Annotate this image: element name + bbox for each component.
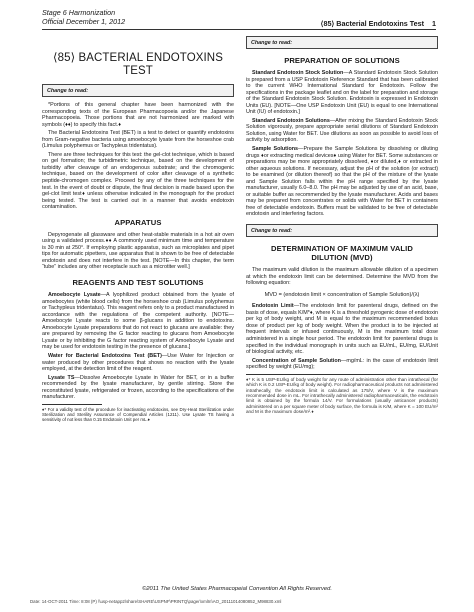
- intro-paragraph: There are three techniques for this test: the gel-clot technique, which is based on gel formation; the turbidimetric technique, based on the development of turbidity after cleavage of an endogenous substrate; and the chromogenic technique, based on the development of color after cleavage of a synthetic peptide-chromogen complex. Proceed by any of the three techniques for the test. In the event of doubt or dispute, the final decision is made based upon the gel-clot limit test♦ unless otherwise indicated in the monograph for the product being tested. The test is carried out in a manner that avoids endotoxin contamination.: [42, 151, 234, 211]
- term-heading: Standard Endotoxin Stock Solution: [252, 70, 344, 76]
- footnote: ♦* For a validity test of the procedure for inactivating endotoxins, see Dry-Heat Sterilization under Sterilization and Sterility Assurance of Compendial Articles ⟨1211⟩. Use Lysate TS having a sensitivity of not less than 0.15 Endotoxin Unit per mL.♦: [42, 406, 234, 423]
- amoebocyte-paragraph: Amoebocyte Lysate—A lyophilized product obtained from the lysate of amoebocytes (white blood cells) from the horseshoe crab (Limulus polyphemus or Tachypleus tridentatus). This reagent refers only to a product manufactured in accordance with the regulations of the competent authority. [NOTE—Amoebocyte Lysate reacts to some β-glucans in addition to endotoxins. Amoebocyte Lysate preparations that do not react to glucans are available: they are prepared by removing the G factor reacting to glucans from Amoebocyte Lysate or by inhibiting the G factor reacting system of Amoebocyte Lysate and may be used for endotoxin testing in the presence of glucans.]: [42, 292, 234, 351]
- section-heading-apparatus: APPARATUS: [114, 217, 162, 227]
- term-heading: Amoebocyte Lysate: [48, 292, 101, 299]
- running-header-left: [42, 8, 125, 26]
- right-column: [246, 36, 438, 417]
- footnote-rule: [42, 404, 102, 405]
- running-header-right: [321, 19, 436, 28]
- change-to-read-box: Change to read:: [246, 224, 438, 237]
- endotoxin-limit-paragraph: Endotoxin Limit—The endotoxin limit for parenteral drugs, defined on the basis of dose, equals K/M*♦, where K is a threshold pyrogenic dose of endotoxin per kg of body weight, and M is equal to the maximum recommended bolus dose of product per kg of body weight. When the product is to be injected at frequent intervals or infused continuously, M is the maximum total dose administered in a single hour period. The endotoxin limit for parenteral drugs is specified in the individual monograph in units such as EU/mL, EU/mg, EU/Unit of biological activity, etc.: [246, 303, 438, 356]
- copyright-footer: ©2011 The United States Pharmacopeial Convention All Rights Reserved.: [142, 586, 332, 592]
- term-heading: Sample Solutions: [252, 146, 299, 153]
- k-footnote: ♦* K is 5 USP-EU/kg of body weight for any route of administration other than intrathecal (for which K is 0.2 USP-EU/kg of body weight). For radiopharmaceutical products not administered intrathecally, the endotoxin limit is calculated as 175/V, where V is the maximum recommended dose in mL. For intrathecally administered radiopharmaceuticals, the endotoxin limit is obtained by the formula 14/V. For formulations (usually anticancer products) administered on a per square meter of body surface, the formula is K/M, where K = 100 EU/m² and M is the maximum dose/m².♦: [246, 374, 438, 415]
- sample-paragraph: Sample Solutions—Prepare the Sample Solutions by dissolving or diluting drugs ♦or extracting medical devices♦ using Water for BET. Some substances or preparations may be more appropriately dissolved, ♦or diluted,♦ or extracted in other aqueous solutions. If necessary, adjust the pH of the solution (or extract) to be examined (or dilution thereof) so that the pH of the mixture of the lysate and Sample Solution falls within the pH range specified by the lysate manufacturer, usually 6.0–8.0. The pH may be adjusted by use of an acid, base, or suitable buffer as recommended by the lysate manufacturer. Acids and bases may be prepared from concentrates or solids with Water for BET in containers free of detectable endotoxin. Buffers must be validated to be free of detectable endotoxin and interfering factors.: [246, 146, 438, 218]
- change-to-read-box: Change to read:: [246, 36, 438, 49]
- chapter-title: ⟨85⟩ Bacterial Endotoxins Test: [320, 19, 424, 28]
- intro-paragraph: The Bacterial Endotoxins Test (BET) is a test to detect or quantify endotoxins from Gram-negative bacteria using amoebocyte lysate from the horseshoe crab (Limulus polyphemus or Tachypleus tridentatus).: [42, 130, 234, 150]
- intro-paragraph: *Portions of this general chapter have been harmonized with the corresponding texts of the European Pharmacopoeia and/or the Japanese Pharmacopoeia. Those portions that are not harmonized are marked with symbols (♦♦) to specify this fact.♦: [42, 102, 234, 128]
- page-number: 1: [432, 19, 436, 28]
- term-heading: Water for Bacterial Endotoxins Test (BET): [48, 352, 162, 359]
- lysate-paragraph: Lysate TS—Dissolve Amoebocyte Lysate in Water for BET, or in a buffer recommended by the lysate manufacturer, by gentle stirring. Store the reconstituted lysate, refrigerated or frozen, according to the specifications of the manufacturer.: [42, 374, 235, 401]
- section-heading-reagents: REAGENTS AND TEST SOLUTIONS: [72, 278, 204, 288]
- water-paragraph: Water for Bacterial Endotoxins Test (BET)—Use Water for Injection or water produced by other procedures that shows no reaction with the lysate employed, at the detection limit of the reagent.: [42, 352, 234, 373]
- apparatus-paragraph: Depyrogenate all glassware and other heat-stable materials in a hot air oven using a validated process.♦♦ A commonly used minimum time and temperature is 30 min at 250°. If employing plastic apparatus, such as microplates and pipet tips for automatic pipetters, use apparatus that is shown to be free of detectable endotoxin and does not interfere in the test. [NOTE—In this chapter, the term “tube” includes any other receptacle such as a microtiter well.]: [42, 231, 234, 271]
- std-solutions-paragraph: Standard Endotoxin Solutions—After mixing the Standard Endotoxin Stock Solution vigorously, prepare appropriate serial dilutions of Standard Endotoxin Solution, using Water for BET. Use dilutions as soon as possible to avoid loss of activity by adsorption.: [246, 117, 439, 144]
- concentration-paragraph: Concentration of Sample Solution—mg/mL: in the case of endotoxin limit specified by weight (EU/mg);: [246, 357, 438, 371]
- std-stock-paragraph: Standard Endotoxin Stock Solution—A Standard Endotoxin Stock Solution is prepared from a USP Endotoxin Reference Standard that has been calibrated to the current WHO International Standard for Endotoxin. Follow the specifications in the package leaflet and on the label for preparation and storage of the Standard Endotoxin Stock Solution. Endotoxin is expressed in Endotoxin Units (EU). [NOTE—One USP Endotoxin Unit (EU) is equal to one International Unit (IU) of endotoxin.]: [246, 70, 438, 116]
- header-rule: [42, 29, 436, 30]
- official-date: Official December 1, 2012: [42, 17, 126, 26]
- section-heading-mvd: DETERMINATION OF MAXIMUM VALID DILUTION (MVD): [271, 244, 413, 263]
- change-to-read-box: Change to read:: [42, 84, 234, 97]
- mvd-equation: MVD = (endotoxin limit × concentration of Sample Solution)/(λ): [264, 291, 420, 298]
- main-title: ⟨85⟩ BACTERIAL ENDOTOXINS TEST: [53, 52, 223, 77]
- term-heading: Lysate TS: [48, 374, 75, 381]
- term-heading: Standard Endotoxin Solutions: [252, 117, 330, 124]
- stage-label: Stage 6 Harmonization: [42, 8, 116, 17]
- section-heading-preparation: PREPARATION OF SOLUTIONS: [284, 56, 400, 65]
- term-heading: Endotoxin Limit: [252, 303, 294, 310]
- print-metadata: Date: 14-OCT-2011 Time: 8:08 (P) \\usp-netapp2\share\SHARE\USPNF\PRINTQ\pager\xmlIn\AO_20111014080852_M98830.xml: [30, 599, 282, 604]
- mvd-paragraph: The maximum valid dilution is the maximum allowable dilution of a specimen at which the endotoxin limit can be determined. Determine the MVD from the following equation:: [246, 267, 438, 287]
- term-heading: Concentration of Sample Solution: [252, 357, 341, 364]
- left-column: [42, 36, 234, 425]
